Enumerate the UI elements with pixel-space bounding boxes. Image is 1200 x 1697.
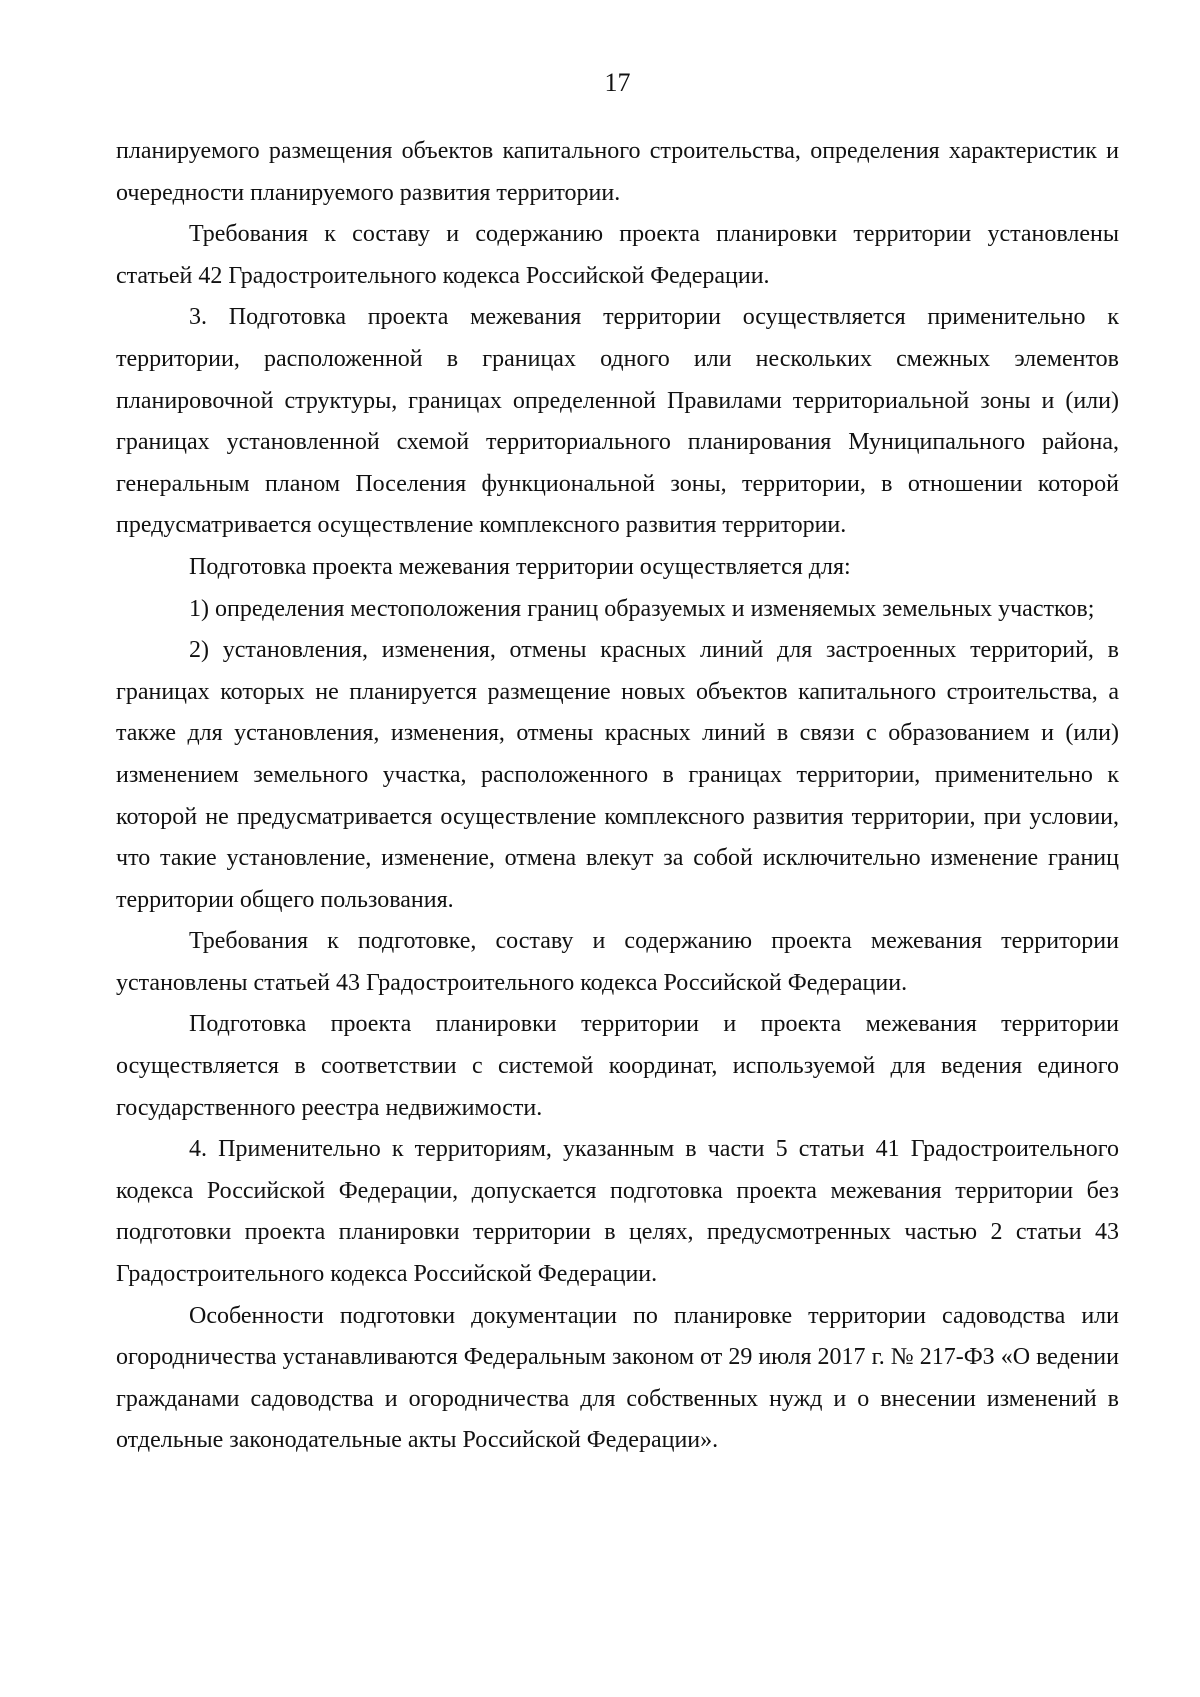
- paragraph-subitem-1: 1) определения местоположения границ образуемых и изменяемых земельных участков;: [189, 595, 1095, 622]
- paragraph-planning-requirements: Требования к составу и содержанию проекта планировки территории установлены статьей 42 Градостроительного кодекса Российской Федерации.: [116, 221, 1119, 289]
- paragraph-surveying-requirements: Требования к подготовке, составу и содержанию проекта межевания территории установлены статьей 43 Градостроительного кодекса Российской Федерации.: [116, 928, 1119, 996]
- paragraph-surveying-purpose: Подготовка проекта межевания территории осуществляется для:: [189, 553, 851, 580]
- paragraph-coordinate-system: Подготовка проекта планировки территории и проекта межевания территории осуществляется в соответствии с системой координат, используемой для ведения единого государственного реестра недвижимости.: [116, 1011, 1119, 1121]
- paragraph-item-4: 4. Применительно к территориям, указанным в части 5 статьи 41 Градостроительного кодекса Российской Федерации, допускается подготовка проекта межевания территории без подготовки проекта планировки территории в целях, предусмотренных частью 2 статьи 43 Градостроительного кодекса Российской Федерации.: [116, 1136, 1119, 1288]
- paragraph-subitem-2: 2) установления, изменения, отмены красных линий для застроенных территорий, в границах которых не планируется размещение новых объектов капитального строительства, а также для установления, изменения, отмены красных линий в связи с образованием и (или) изменением земельного участка, расположенного в границах территории, применительно к которой не предусматривается осуществление комплексного развития территории, при условии, что такие установление, изменение, отмена влекут за собой исключительно изменение границ территории общего пользования.: [116, 637, 1119, 913]
- paragraph-gardening-law: Особенности подготовки документации по планировке территории садоводства или огородничества устанавливаются Федеральным законом от 29 июля 2017 г. № 217-ФЗ «О ведении гражданами садоводства и огородничества для собственных нужд и о внесении изменений в отдельные законодательные акты Российской Федерации».: [116, 1302, 1119, 1454]
- page-number: 17: [604, 68, 631, 97]
- paragraph-item-3: 3. Подготовка проекта межевания территории осуществляется применительно к территории, расположенной в границах одного или нескольких смежных элементов планировочной структуры, границах определенной Правилами территориальной зоны и (или) границах установленной схемой территориального планирования Муниципального района, генеральным планом Поселения функциональной зоны, территории, в отношении которой предусматривается осуществление комплексного развития территории.: [116, 304, 1119, 539]
- document-body: [116, 131, 1119, 1462]
- paragraph-continuation: планируемого размещения объектов капитального строительства, определения характеристик и очередности планируемого развития территории.: [116, 138, 1119, 206]
